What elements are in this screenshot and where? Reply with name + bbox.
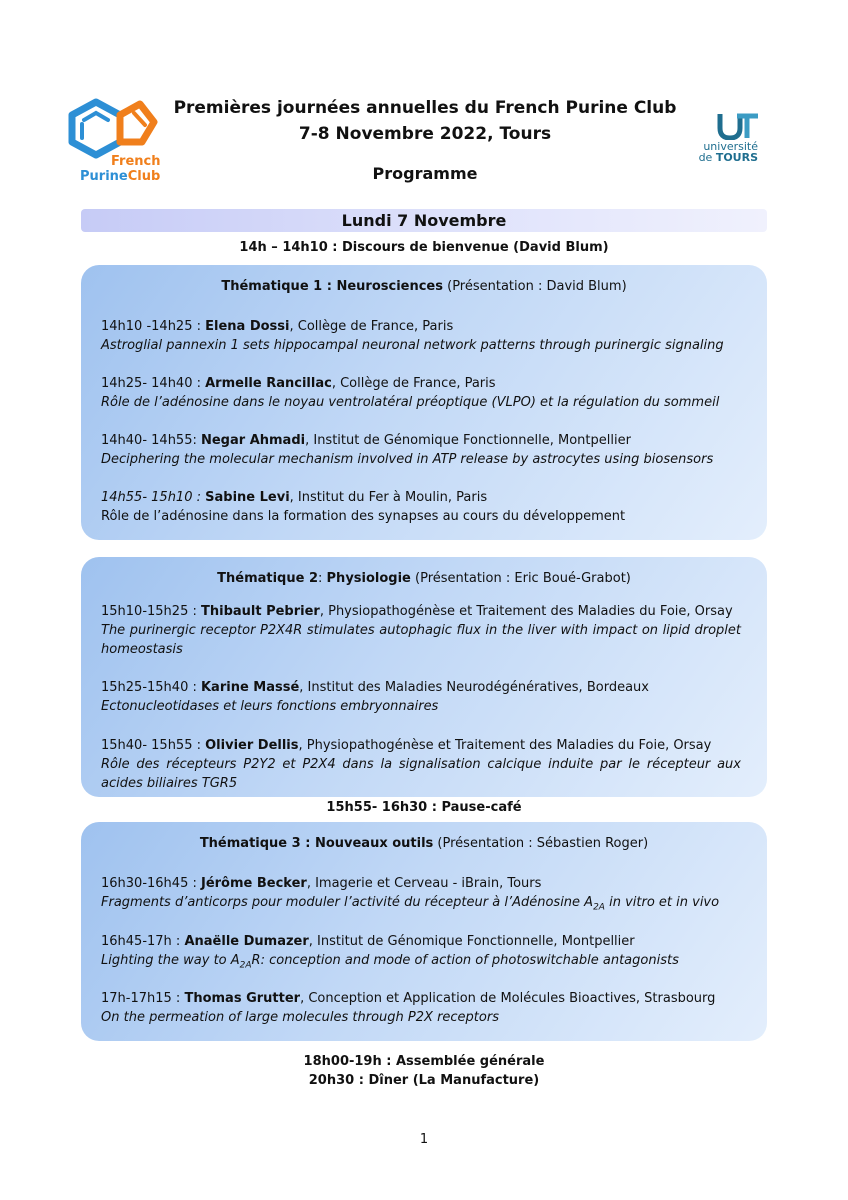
talk-time: 14h55- 15h10 : <box>101 490 206 505</box>
talk-affiliation: , Collège de France, Paris <box>289 319 454 334</box>
theme-title-colon: : <box>318 571 327 586</box>
theme-title <box>81 279 767 294</box>
ut-monogram-icon <box>690 110 770 140</box>
talk-speaker: Negar Ahmadi <box>200 433 306 448</box>
logo-text-purine: Purine <box>80 169 128 184</box>
theme-box-2 <box>81 557 767 797</box>
talk-title: The purinergic receptor P2X4R stimulates autophagic flux in the liver with impact on lipid droplet homeostasis <box>101 623 741 657</box>
talk-time: 14h40- 14h55: <box>101 433 201 448</box>
talk-time: 15h10-15h25 : <box>101 604 201 619</box>
talk-speaker: Thibault Pebrier <box>200 604 320 619</box>
talk-time: 15h25-15h40 : <box>101 680 201 695</box>
talk-affiliation: , Collège de France, Paris <box>331 376 496 391</box>
talk-item <box>101 736 741 793</box>
talk-affiliation: , Institut de Génomique Fonctionnelle, Montpellier <box>305 433 631 448</box>
talk-title: Rôle de l’adénosine dans la formation des synapses au cours du développement <box>101 509 626 524</box>
talk-time: 17h-17h15 : <box>101 991 185 1006</box>
logo-text-club: Club <box>127 169 161 184</box>
talk-item <box>101 602 741 659</box>
universite-de-tours-logo <box>690 110 770 174</box>
talk-title <box>101 893 741 918</box>
talk-speaker: Elena Dossi <box>205 319 290 334</box>
talk-affiliation: , Institut du Fer à Moulin, Paris <box>289 490 488 505</box>
talk-affiliation: , Institut des Maladies Neurodégénératives, Bordeaux <box>299 680 649 695</box>
theme-title-bold-2: Physiologie <box>326 571 411 586</box>
talk-time: 16h30-16h45 : <box>101 876 201 891</box>
talk-header <box>101 932 741 951</box>
talk-speaker: Karine Massé <box>200 680 300 695</box>
page-number: 1 <box>419 1132 429 1147</box>
talk-speaker: Thomas Grutter <box>184 991 301 1006</box>
talk-title-subscript: 2A <box>239 960 252 971</box>
talk-speaker: Armelle Rancillac <box>205 376 332 391</box>
talk-item <box>101 431 741 469</box>
talk-title-subscript: 2A <box>593 902 605 913</box>
talk-title-part: Lighting the way to A <box>101 953 240 968</box>
talk-title: Astroglial pannexin 1 sets hippocampal neuronal network patterns through purinergic signaling <box>101 338 724 353</box>
talk-header <box>101 989 741 1008</box>
opening-line: 14h – 14h10 : Discours de bienvenue (David Blum) <box>239 240 609 255</box>
talk-header <box>101 602 741 621</box>
talk-item <box>101 989 741 1027</box>
talk-header <box>101 874 741 893</box>
talk-item <box>101 317 741 355</box>
talk-title-part: in vitro et in vivo <box>604 895 720 910</box>
talk-item <box>101 678 741 716</box>
talk-item <box>101 488 741 526</box>
talk-item <box>101 374 741 412</box>
event-date-location: 7-8 Novembre 2022, Tours <box>298 124 552 144</box>
theme-box-3 <box>81 822 767 1041</box>
theme-box-1 <box>81 265 767 540</box>
talk-speaker: Sabine Levi <box>205 490 290 505</box>
logo-text-tours: TOURS <box>715 151 758 164</box>
theme-title <box>81 836 767 851</box>
theme-title-bold: Thématique 1 : Neurosciences <box>221 279 443 294</box>
coffee-break-line: 15h55- 16h30 : Pause-café <box>326 800 522 815</box>
talk-speaker: Jérôme Becker <box>200 876 307 891</box>
logo-text-de-tours <box>692 152 758 164</box>
talk-title: Rôle des récepteurs P2Y2 et P2X4 dans la signalisation calcique induite par le récepteur aux acides biliaires TGR5 <box>101 757 741 791</box>
talk-speaker: Anaëlle Dumazer <box>184 934 309 949</box>
logo-text-french: French <box>111 154 161 169</box>
talk-affiliation: , Institut de Génomique Fonctionnelle, Montpellier <box>308 934 635 949</box>
talk-affiliation: , Physiopathogénèse et Traitement des Maladies du Foie, Orsay <box>319 604 733 619</box>
day-banner: Lundi 7 Novembre <box>81 209 767 232</box>
logo-text-de: de <box>698 151 713 164</box>
talk-header <box>101 678 741 697</box>
talk-affiliation: , Imagerie et Cerveau - iBrain, Tours <box>306 876 542 891</box>
logo-text-universite: université <box>703 140 758 153</box>
talk-title: On the permeation of large molecules through P2X receptors <box>101 1010 499 1025</box>
logo-text-purine-club <box>80 169 160 184</box>
talk-time: 14h10 -14h25 : <box>101 319 206 334</box>
dinner-line: 20h30 : Dîner (La Manufacture) <box>308 1073 540 1088</box>
talk-header <box>101 431 741 450</box>
talk-header <box>101 488 741 507</box>
theme-title <box>81 571 767 586</box>
general-assembly-line: 18h00-19h : Assemblée générale <box>303 1054 545 1069</box>
talk-affiliation: , Physiopathogénèse et Traitement des Maladies du Foie, Orsay <box>298 738 712 753</box>
talk-title: Rôle de l’adénosine dans le noyau ventrolatéral préoptique (VLPO) et la régulation du sommeil <box>101 395 720 410</box>
page-subtitle: Programme <box>372 164 478 183</box>
talk-time: 14h25- 14h40 : <box>101 376 206 391</box>
talk-header <box>101 374 741 393</box>
talk-speaker: Olivier Dellis <box>205 738 299 753</box>
talk-title-part: Fragments d’anticorps pour moduler l’activité du récepteur à l’Adénosine A <box>101 895 594 910</box>
theme-title-bold: Thématique 2 <box>217 571 319 586</box>
talk-time: 15h40- 15h55 : <box>101 738 206 753</box>
talk-header <box>101 736 741 755</box>
talk-affiliation: , Conception et Application de Molécules Bioactives, Strasbourg <box>300 991 716 1006</box>
talk-title: Ectonucleotidases et leurs fonctions embryonnaires <box>101 699 439 714</box>
talk-header <box>101 317 741 336</box>
talk-title-part: R: conception and mode of action of photoswitchable antagonists <box>251 953 679 968</box>
talk-item <box>101 874 741 918</box>
theme-title-rest: (Présentation : Eric Boué-Grabot) <box>410 571 631 586</box>
theme-title-rest: (Présentation : David Blum) <box>442 279 627 294</box>
talk-item <box>101 932 741 976</box>
talk-time: 16h45-17h : <box>101 934 185 949</box>
theme-title-rest: (Présentation : Sébastien Roger) <box>433 836 649 851</box>
talk-title <box>101 951 741 976</box>
page-title: Premières journées annuelles du French Purine Club <box>173 98 677 118</box>
theme-title-bold: Thématique 3 : Nouveaux outils <box>199 836 434 851</box>
talk-title: Deciphering the molecular mechanism involved in ATP release by astrocytes using biosensors <box>101 452 714 467</box>
